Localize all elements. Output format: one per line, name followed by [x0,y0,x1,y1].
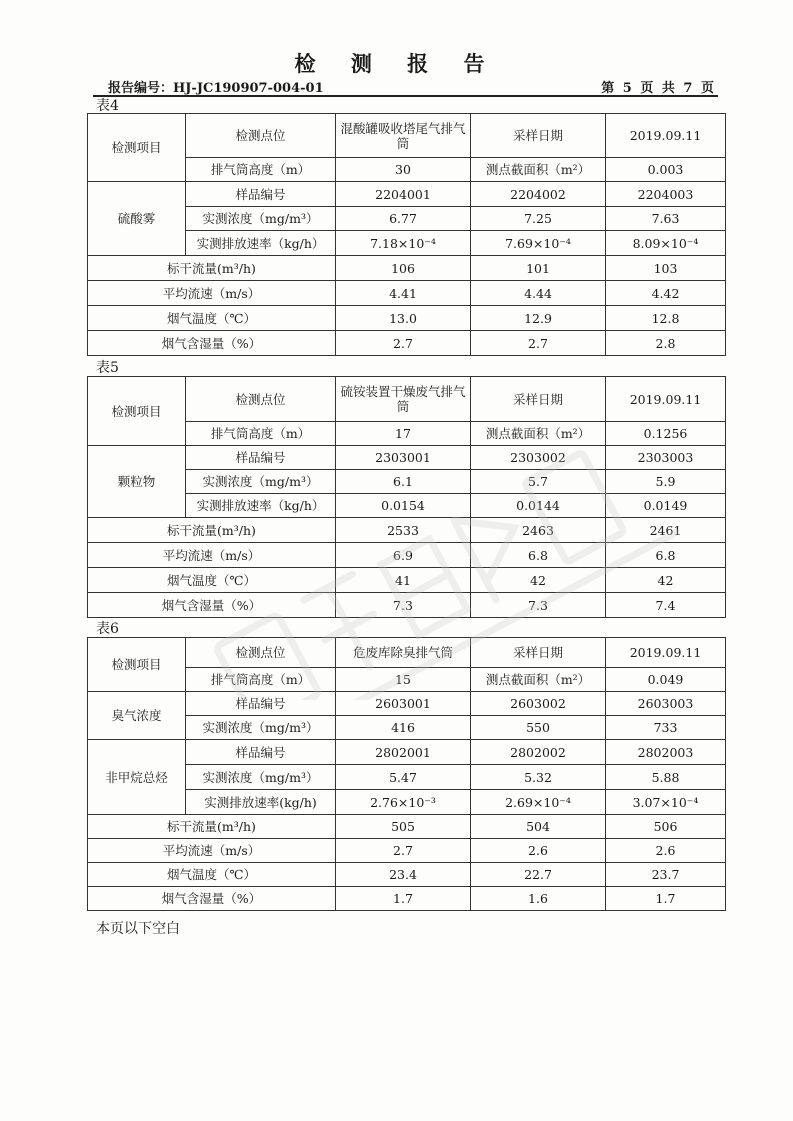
row-label-temp: 烟气温度（℃） [88,306,336,331]
cell: 2204001 [336,182,471,207]
cell: 7.69×10⁻⁴ [471,231,606,256]
header-date: 采样日期 [471,638,606,668]
cell: 12.8 [606,306,726,331]
point-value: 混酸罐吸收塔尾气排气筒 [336,114,471,158]
table-6 [87,637,726,911]
table-label-6: 表6 [96,621,119,637]
height-value: 30 [336,158,471,182]
header-item: 检测项目 [88,114,186,182]
row-label-velocity: 平均流速（m/s） [88,543,336,568]
page-number: 第 5 页 共 7 页 [601,81,716,96]
cell: 6.1 [336,470,471,494]
cell: 2.6 [606,839,726,863]
row-label-flow: 标干流量(m³/h) [88,815,336,839]
cell: 7.4 [606,593,726,618]
cell: 2.7 [336,839,471,863]
point-value: 危废库除臭排气筒 [336,638,471,668]
row-label-rate: 实测排放速率(kg/h) [186,790,336,815]
cell: 2.7 [471,331,606,356]
cell: 1.7 [336,887,471,911]
pollutant-name-nmhc: 非甲烷总烃 [88,740,186,815]
pollutant-name: 颗粒物 [88,446,186,518]
table-5 [87,376,726,618]
row-label-sample: 样品编号 [186,446,336,470]
row-label-conc: 实测浓度（mg/m³） [186,207,336,231]
cell: 2.8 [606,331,726,356]
cell: 0.0154 [336,494,471,518]
cell: 7.3 [336,593,471,618]
cell: 1.6 [471,887,606,911]
header-point: 检测点位 [186,377,336,422]
cell: 2204003 [606,182,726,207]
row-label-rate: 实测排放速率（kg/h） [186,231,336,256]
table-label-4: 表4 [96,98,119,114]
date-value: 2019.09.11 [606,638,726,668]
cell: 5.7 [471,470,606,494]
cell: 2204002 [471,182,606,207]
cell: 4.44 [471,281,606,306]
row-label-conc: 实测浓度（mg/m³） [186,470,336,494]
cell: 5.88 [606,765,726,790]
cell: 2.69×10⁻⁴ [471,790,606,815]
cell: 416 [336,716,471,740]
cell: 23.7 [606,863,726,887]
header-point: 检测点位 [186,638,336,668]
cell: 2303002 [471,446,606,470]
cell: 2.7 [336,331,471,356]
area-value: 0.003 [606,158,726,182]
row-label-humidity: 烟气含湿量（%） [88,887,336,911]
row-label-temp: 烟气温度（℃） [88,568,336,593]
header-point: 检测点位 [186,114,336,158]
header-height: 排气筒高度（m） [186,158,336,182]
header-date: 采样日期 [471,377,606,422]
cell: 106 [336,256,471,281]
date-value: 2019.09.11 [606,377,726,422]
row-label-flow: 标干流量(m³/h) [88,518,336,543]
row-label-velocity: 平均流速（m/s） [88,281,336,306]
header-item: 检测项目 [88,377,186,446]
cell: 0.0144 [471,494,606,518]
header-area: 测点截面积（m²） [471,422,606,446]
blank-below-note: 本页以下空白 [96,921,180,937]
cell: 2802003 [606,740,726,765]
report-number: 报告编号：HJ-JC190907-004-01 [108,81,324,96]
header-height: 排气筒高度（m） [186,668,336,692]
cell: 13.0 [336,306,471,331]
row-label-conc: 实测浓度（mg/m³） [186,716,336,740]
page-title: 检 测 报 告 [294,51,499,76]
date-value: 2019.09.11 [606,114,726,158]
cell: 7.63 [606,207,726,231]
cell: 103 [606,256,726,281]
cell: 2463 [471,518,606,543]
cell: 41 [336,568,471,593]
table-label-5: 表5 [96,360,119,376]
cell: 2603003 [606,692,726,716]
cell: 4.41 [336,281,471,306]
row-label-humidity: 烟气含湿量（%） [88,593,336,618]
cell: 0.0149 [606,494,726,518]
cell: 42 [606,568,726,593]
row-label-rate: 实测排放速率（kg/h） [186,494,336,518]
cell: 101 [471,256,606,281]
pollutant-name: 硫酸雾 [88,182,186,256]
cell: 8.09×10⁻⁴ [606,231,726,256]
row-label-humidity: 烟气含湿量（%） [88,331,336,356]
cell: 6.8 [606,543,726,568]
cell: 2.76×10⁻³ [336,790,471,815]
cell: 1.7 [606,887,726,911]
row-label-sample: 样品编号 [186,692,336,716]
cell: 2303003 [606,446,726,470]
height-value: 17 [336,422,471,446]
pollutant-name-odor: 臭气浓度 [88,692,186,740]
area-value: 0.049 [606,668,726,692]
cell: 42 [471,568,606,593]
row-label-temp: 烟气温度（℃） [88,863,336,887]
cell: 2603001 [336,692,471,716]
cell: 2802002 [471,740,606,765]
cell: 7.25 [471,207,606,231]
row-label-conc: 实测浓度（mg/m³） [186,765,336,790]
cell: 6.8 [471,543,606,568]
header-height: 排气筒高度（m） [186,422,336,446]
cell: 2603002 [471,692,606,716]
point-value: 硫铵装置干燥废气排气筒 [336,377,471,422]
area-value: 0.1256 [606,422,726,446]
row-label-sample: 样品编号 [186,182,336,207]
cell: 5.32 [471,765,606,790]
cell: 550 [471,716,606,740]
height-value: 15 [336,668,471,692]
cell: 5.47 [336,765,471,790]
row-label-sample: 样品编号 [186,740,336,765]
cell: 22.7 [471,863,606,887]
report-header [93,76,718,97]
cell: 2802001 [336,740,471,765]
cell: 2461 [606,518,726,543]
cell: 2533 [336,518,471,543]
cell: 6.77 [336,207,471,231]
cell: 506 [606,815,726,839]
cell: 2.6 [471,839,606,863]
cell: 7.3 [471,593,606,618]
cell: 12.9 [471,306,606,331]
row-label-flow: 标干流量(m³/h) [88,256,336,281]
cell: 3.07×10⁻⁴ [606,790,726,815]
cell: 7.18×10⁻⁴ [336,231,471,256]
cell: 733 [606,716,726,740]
table-4 [87,113,726,356]
cell: 504 [471,815,606,839]
cell: 6.9 [336,543,471,568]
cell: 5.9 [606,470,726,494]
row-label-velocity: 平均流速（m/s） [88,839,336,863]
header-area: 测点截面积（m²） [471,158,606,182]
header-area: 测点截面积（m²） [471,668,606,692]
header-date: 采样日期 [471,114,606,158]
cell: 505 [336,815,471,839]
cell: 23.4 [336,863,471,887]
header-item: 检测项目 [88,638,186,692]
cell: 4.42 [606,281,726,306]
cell: 2303001 [336,446,471,470]
